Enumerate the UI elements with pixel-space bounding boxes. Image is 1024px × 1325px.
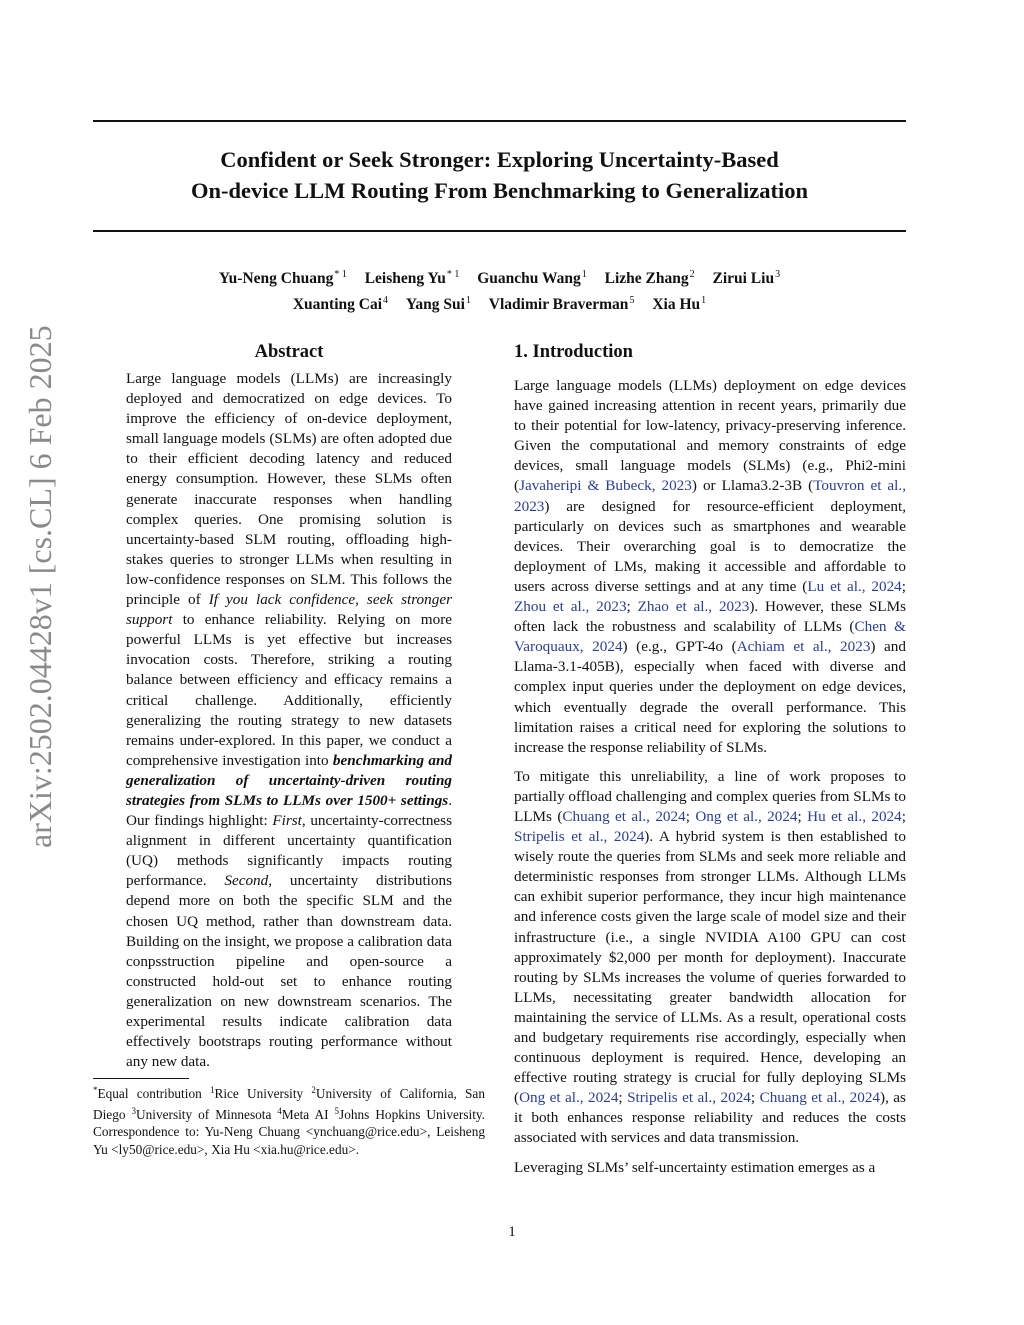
title-top-rule bbox=[93, 120, 906, 122]
citation-link[interactable]: Stripelis et al., 2024 bbox=[627, 1089, 751, 1107]
footnote-rule bbox=[93, 1078, 189, 1079]
citation-link[interactable]: Achiam et al., 2023 bbox=[736, 638, 871, 656]
author-line-1 bbox=[93, 264, 906, 290]
citation-link[interactable]: Chuang et al., 2024 bbox=[759, 1089, 881, 1107]
section-heading-introduction: 1. Introduction bbox=[514, 342, 633, 362]
author: Xuanting Cai$^4$ bbox=[292, 295, 389, 313]
citation-link[interactable]: Javaheripi & Bubeck, 2023 bbox=[519, 477, 692, 495]
abstract-heading: Abstract bbox=[254, 342, 324, 362]
abstract-body: Large language models (LLMs) are increasingly deployed and democratized on edge devices. To improve the efficiency of on-device deployment, small language models (SLMs) are often adopted due to their efficient decoding latency and reduced energy consumption. However, these SLMs often generate inaccurate responses when handling complex queries. One promising solution is uncertainty-based SLM routing, offloading high-stakes queries to stronger LLMs when resulting in low-confidence responses on SLM. This follows the principle of If you lack confidence, seek stronger support to enhance reliability. Relying on more powerful LLMs is yet effective but increases invocation costs. Therefore, striking a routing balance between efficiency and efficacy remains a critical challenge. Additionally, efficiently generalizing the routing strategy to new datasets remains under-explored. In this paper, we conduct a comprehensive investigation into benchmarking and generalization of uncertainty-driven routing strategies from SLMs to LLMs over 1500+ settings. Our findings highlight: First, uncertainty-correctness alignment in different uncertainty quantification (UQ) methods significantly impacts routing performance. Second, uncertainty distributions depend more on both the specific SLM and the chosen UQ method, rather than downstream data. Building on the insight, we propose a calibration data conpsstruction pipeline and open-source a constructed hold-out set to enhance routing generalization on new downstream scenarios. The experimental results indicate calibration data effectively bootstraps routing performance without any new data. bbox=[126, 370, 453, 1071]
citation-link[interactable]: Ong et al., 2024 bbox=[519, 1089, 619, 1107]
citation-link[interactable]: Zhou et al., 2023 bbox=[514, 598, 627, 616]
title-line-1: Confident or Seek Stronger: Exploring Uncertainty-Based bbox=[220, 147, 779, 172]
author: Xia Hu$^1$ bbox=[652, 295, 707, 313]
intro-paragraph-3: Leveraging SLMs’ self-uncertainty estimation emerges as a bbox=[514, 1158, 876, 1176]
author: Lizhe Zhang$^2$ bbox=[604, 269, 695, 287]
citation-link[interactable]: Stripelis et al., 2024 bbox=[514, 828, 645, 846]
intro-paragraph-2: To mitigate this unreliability, a line of work proposes to partially offload challenging and complex queries from SLMs to LLMs (Chuang et al., 2024; Ong et al., 2024; Hu et al., 2024; Stripelis et al., 2024). A hybrid system is then established to wisely route the queries from SLMs and seek more reliable and deterministic responses from stronger LLMs. Although LLMs can exhibit superior performance, they incur high maintenance and inference costs given the large scale of model size and their infrastructure (i.e., a single NVIDIA A100 GPU can cost approximately $2,000 per month for deployment). Inaccurate routing by SLMs increases the volume of queries forwarded to LLMs, necessitating greater bandwidth allocation for maintaining the service of LLMs. As a result, operational costs and budgetary requirements rise accordingly, especially when continuous deployment is required. Hence, developing an effective routing strategy is crucial for fully deploying SLMs (Ong et al., 2024; Stripelis et al., 2024; Chuang et al., 2024), as it both enhances response reliability and reduces the costs associated with services and data transmission. bbox=[514, 767, 906, 1147]
introduction-body bbox=[514, 376, 906, 1187]
author-line-2 bbox=[93, 290, 906, 316]
citation-link[interactable]: Ong et al., 2024 bbox=[695, 807, 798, 825]
author: Zirui Liu$^3$ bbox=[712, 269, 781, 287]
citation-link[interactable]: Zhao et al., 2023 bbox=[637, 598, 750, 616]
intro-paragraph-1: Large language models (LLMs) deployment on edge devices have gained increasing attention in recent years, primarily due to their potential for low-latency, privacy-preserving inference. Given the computational and memory constraints of edge devices, small language models (SLMs) (e.g., Phi2-mini (Javaheripi & Bubeck, 2023) or Llama3.2-3B (Touvron et al., 2023) are designed for resource-efficient deployment, particularly on devices such as smartphones and wearable devices. Their overarching goal is to democratize the deployment of LMs, making it accessible and affordable to users across diverse settings and at any time (Lu et al., 2024; Zhou et al., 2023; Zhao et al., 2023). However, these SLMs often lack the robustness and scalability of LLMs (Chen & Varoquaux, 2024) (e.g., GPT-4o (Achiam et al., 2023) and Llama-3.1-405B), especially when faced with diverse and complex input queries under the deployment on edge devices, which eventually degrade the overall performance. This limitation raises a critical need for exploring the solutions to increase the response reliability of SLMs. bbox=[514, 377, 906, 756]
author: Yu-Neng Chuang$^{* 1}$ bbox=[218, 269, 347, 287]
footnote: *Equal contribution $^1$Rice University $^2$University of California, San Diego $^3$University of Minnesota $^4$Meta AI $^5$Johns Hopkins University. Correspondence to: Yu-Neng Chuang <ynchuang@rice.edu>, Leisheng Yu <ly50@rice.edu>, Xia Hu <xia.hu@rice.edu>. bbox=[93, 1085, 485, 1157]
author-list bbox=[93, 264, 906, 316]
title-line-2: On-device LLM Routing From Benchmarking to Generalization bbox=[190, 178, 809, 203]
page-number: 1 bbox=[508, 1224, 516, 1240]
title-bottom-rule bbox=[93, 230, 906, 232]
paper-title bbox=[93, 144, 906, 206]
citation-link[interactable]: Chen & Varoquaux, 2024 bbox=[514, 618, 906, 656]
author: Yang Sui$^1$ bbox=[405, 295, 471, 313]
citation-link[interactable]: Hu et al., 2024 bbox=[807, 807, 902, 825]
citation-link[interactable]: Chuang et al., 2024 bbox=[562, 807, 686, 825]
arxiv-watermark: arXiv:2502.04428v1 [cs.CL] 6 Feb 2025 bbox=[22, 325, 58, 848]
citation-link[interactable]: Touvron et al., 2023 bbox=[514, 477, 906, 515]
author: Vladimir Braverman$^5$ bbox=[488, 295, 635, 313]
citation-link[interactable]: Lu et al., 2024 bbox=[807, 577, 902, 595]
author: Guanchu Wang$^1$ bbox=[477, 269, 587, 287]
author: Leisheng Yu$^{* 1}$ bbox=[364, 269, 460, 287]
